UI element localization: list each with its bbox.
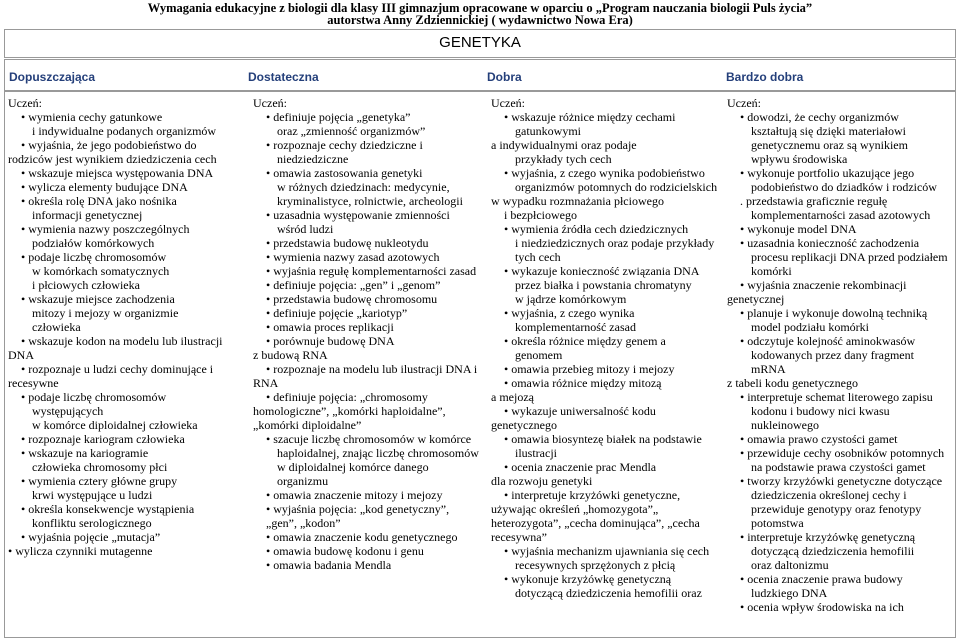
requirement-line: niedziedziczne [277, 152, 349, 166]
requirement-line: • omawia zastosowania genetyki [253, 166, 479, 180]
requirement-line: • wskazuje na kariogramie [8, 446, 223, 460]
column-dopuszczajaca [8, 96, 223, 558]
requirement-line: organizmów potomnych do rodzicielskich [515, 180, 718, 194]
requirement-line: • definiuje pojęcie „kariotyp” [253, 306, 479, 320]
requirement-line: krwi występujące u ludzi [32, 488, 153, 502]
requirement-line: i bezpłciowego [504, 208, 577, 222]
requirement-line: • wyjaśnia regułę komplementarności zasad [253, 264, 479, 278]
requirement-line: DNA [8, 348, 34, 362]
requirement-line: • wyjaśnia znaczenie rekombinacji [727, 278, 948, 292]
requirement-line: • wymienia cztery główne grupy [8, 474, 223, 488]
requirement-line: • omawia znaczenie mitozy i mejozy [253, 488, 479, 502]
requirement-line: w komórce diploidalnej człowieka [32, 418, 198, 432]
requirement-line: homologiczne”, „komórki haploidalne”, [253, 404, 446, 418]
requirement-line: genetycznemu oraz są wynikiem [751, 138, 908, 152]
requirement-line: Uczeń: [253, 96, 287, 110]
requirement-line: procesu replikacji DNA przed podziałem [751, 250, 948, 264]
requirement-line: genomem [515, 348, 563, 362]
requirement-line: komplementarności zasad azotowych [751, 208, 931, 222]
requirement-line: • wykazuje uniwersalność kodu [491, 404, 717, 418]
requirement-line: ludzkiego DNA [751, 586, 828, 600]
requirement-line: dotyczącą dziedziczenia hemofilii [751, 544, 915, 558]
requirement-line: • interpretuje krzyżówkę genetyczną [727, 530, 948, 544]
requirement-line: • wskazuje miejsca występowania DNA [8, 166, 223, 180]
requirement-line: występujących [32, 404, 104, 418]
requirement-line: • wykonuje portfolio ukazujące jego [727, 166, 948, 180]
requirement-line: wpływu środowiska [751, 152, 848, 166]
requirement-line: dotyczącą dziedziczenia hemofilii oraz [515, 586, 702, 600]
requirement-line: kodowanych przez dany fragment [751, 348, 914, 362]
document-header-line-1: Wymagania edukacyjne z biologii dla klasy III gimnazjum opracowane w oparciu o „Program nauczania biologii Puls życia” [147, 1, 813, 15]
requirement-line: heterozygota”, „cecha dominująca”, „cecha [491, 516, 700, 530]
requirement-line: • podaje liczbę chromosomów [8, 390, 223, 404]
requirement-line: mitozy i mejozy w organizmie [32, 306, 179, 320]
requirement-line: informacji genetycznej [32, 208, 143, 222]
requirement-line: kryminalistyce, rolnictwie, archeologii [277, 194, 463, 208]
requirement-line: • wymienia nazwy poszczególnych [8, 222, 223, 236]
column-dostateczna [253, 96, 479, 572]
requirement-line: w wypadku rozmnażania płciowego [491, 194, 664, 208]
requirement-line: • rozpoznaje kariogram człowieka [8, 432, 223, 446]
requirement-line: • wyjaśnia, że jego podobieństwo do [8, 138, 223, 152]
requirement-line: w różnych dziedzinach: medycynie, [277, 180, 450, 194]
requirement-line: w diploidalnej komórce danego [277, 460, 429, 474]
requirement-line: • wylicza czynniki mutagenne [8, 544, 223, 558]
requirement-line: • omawia proces replikacji [253, 320, 479, 334]
requirement-line: na podstawie prawa czystości gamet [751, 460, 926, 474]
requirement-line: i płciowych człowieka [32, 278, 140, 292]
requirement-line: • rozpoznaje cechy dziedziczne i [253, 138, 479, 152]
requirement-line: • rozpoznaje u ludzi cechy dominujące i [8, 362, 223, 376]
requirement-line: • ocenia znaczenie prawa budowy [727, 572, 948, 586]
requirement-line: • wymienia źródła cech dziedzicznych [491, 222, 717, 236]
requirement-line: • określa rolę DNA jako nośnika [8, 194, 223, 208]
requirement-line: gatunkowymi [515, 124, 581, 138]
requirement-line: • wymienia cechy gatunkowe [8, 110, 223, 124]
page-title: GENETYKA [439, 34, 521, 51]
requirement-line: „gen”, „kodon” [266, 516, 341, 530]
requirement-line: • wskazuje miejsce zachodzenia [8, 292, 223, 306]
requirement-line: konfliktu serologicznego [32, 516, 152, 530]
requirement-line: • porównuje budowę DNA [253, 334, 479, 348]
requirement-line: • wykonuje krzyżówkę genetyczną [491, 572, 717, 586]
requirement-line: Uczeń: [491, 96, 525, 110]
requirement-line: • omawia różnice między mitozą [491, 376, 717, 390]
requirement-line: • omawia znaczenie kodu genetycznego [253, 530, 479, 544]
requirement-line: podziałów komórkowych [32, 236, 155, 250]
requirement-line: używając określeń „homozygota”„ [491, 502, 659, 516]
levels-row [4, 59, 956, 91]
requirement-line: wśród ludzi [277, 222, 334, 236]
requirement-line: • wskazuje kodon na modelu lub ilustracji [8, 334, 223, 348]
requirement-line: • ocenia znaczenie prac Mendla [491, 460, 717, 474]
requirement-line: . przedstawia graficznie regułę [740, 194, 888, 208]
requirement-line: komórki [751, 264, 792, 278]
requirement-line: • ocenia wpływ środowiska na ich [727, 600, 948, 614]
requirement-line: • wyjaśnia, z czego wynika podobieństwo [491, 166, 717, 180]
requirement-line: tych cech [515, 250, 561, 264]
requirement-line: rodziców jest wynikiem dziedziczenia cech [8, 152, 217, 166]
requirement-line: • omawia prawo czystości gamet [727, 432, 948, 446]
requirement-line: z tabeli kodu genetycznego [727, 376, 858, 390]
requirement-line: • szacuje liczbę chromosomów w komórce [253, 432, 479, 446]
requirement-line: dla rozwoju genetyki [491, 474, 593, 488]
requirement-line: przykłady tych cech [515, 152, 612, 166]
requirement-line: • przedstawia budowę nukleotydu [253, 236, 479, 250]
requirement-line: • uzasadnia konieczność zachodzenia [727, 236, 948, 250]
requirement-line: recesywnych sprzężonych z płcią [515, 558, 676, 572]
document-header-line-2: autorstwa Anny Zdziennickiej ( wydawnictwo Nowa Era) [327, 13, 633, 27]
requirement-line: przez białka i powstania chromatyny [515, 278, 692, 292]
requirement-line: • definiuje pojęcia: „gen” i „genom” [253, 278, 479, 292]
requirement-line: • definiuje pojęcia: „chromosomy [253, 390, 479, 404]
requirement-line: • definiuje pojęcia „genetyka” [253, 110, 479, 124]
requirement-line: a indywidualnymi oraz podaje [491, 138, 637, 152]
requirement-line: człowieka [32, 320, 81, 334]
requirement-line: • podaje liczbę chromosomów [8, 250, 223, 264]
level-heading-dostateczna: Dostateczna [248, 70, 319, 84]
column-bardzo-dobra [727, 96, 948, 614]
requirement-line: RNA [253, 376, 279, 390]
requirement-line: • rozpoznaje na modelu lub ilustracji DNA i [253, 362, 479, 376]
requirement-line: recesywne [8, 376, 59, 390]
requirement-line: Uczeń: [8, 96, 42, 110]
requirement-line: i indywidualne podanych organizmów [32, 124, 217, 138]
requirement-line: • uzasadnia występowanie zmienności [253, 208, 479, 222]
requirement-line: podobieństwo do dziadków i rodziców [751, 180, 937, 194]
requirement-line: w komórkach somatycznych [32, 264, 170, 278]
requirement-line: • planuje i wykonuje dowolną techniką [727, 306, 948, 320]
requirement-line: genetycznego [491, 418, 557, 432]
requirement-line: mRNA [751, 362, 786, 376]
requirement-line: • omawia biosyntezę białek na podstawie [491, 432, 717, 446]
requirement-line: • dowodzi, że cechy organizmów [727, 110, 948, 124]
requirement-line: z budową RNA [253, 348, 328, 362]
requirement-line: • przedstawia budowę chromosomu [253, 292, 479, 306]
requirement-line: człowieka chromosomy płci [32, 460, 168, 474]
level-heading-bardzo-dobra: Bardzo dobra [726, 70, 804, 84]
requirement-line: • omawia budowę kodonu i genu [253, 544, 479, 558]
level-heading-dobra: Dobra [487, 70, 522, 84]
requirement-line: • wykazuje konieczność związania DNA [491, 264, 717, 278]
requirement-line: • określa różnice między genem a [491, 334, 717, 348]
requirement-line: oraz daltonizmu [751, 558, 829, 572]
requirement-line: • tworzy krzyżówki genetyczne dotyczące [727, 474, 948, 488]
requirement-line: ilustracji [515, 446, 557, 460]
requirement-line: • omawia badania Mendla [253, 558, 479, 572]
requirement-line: • przewiduje cechy osobników potomnych [727, 446, 948, 460]
requirement-line: a mejozą [491, 390, 534, 404]
requirement-line: • interpretuje krzyżówki genetyczne, [491, 488, 717, 502]
requirement-line: model podziału komórki [751, 320, 869, 334]
requirement-line: genetycznej [727, 292, 785, 306]
requirement-line: w jądrze komórkowym [515, 292, 627, 306]
requirement-line: • interpretuje schemat literowego zapisu [727, 390, 948, 404]
requirement-line: • wylicza elementy budujące DNA [8, 180, 223, 194]
requirement-line: • wskazuje różnice między cechami [491, 110, 717, 124]
requirement-line: przewiduje genotypy oraz fenotypy [751, 502, 922, 516]
level-heading-dopuszczajaca: Dopuszczająca [9, 70, 96, 84]
requirement-line: • wykonuje model DNA [727, 222, 948, 236]
requirement-line: „komórki diploidalne” [253, 418, 362, 432]
requirement-line: • wymienia nazwy zasad azotowych [253, 250, 479, 264]
requirement-line: organizmu [277, 474, 329, 488]
requirement-line: kształtują się dzięki materiałowi [751, 124, 906, 138]
requirement-line: • określa konsekwencje wystąpienia [8, 502, 223, 516]
requirement-line: dziedziczenia określonej cechy i [751, 488, 907, 502]
requirement-line: haploidalnej, znając liczbę chromosomów [277, 446, 479, 460]
requirement-line: • wyjaśnia mechanizm ujawniania się cech [491, 544, 717, 558]
column-dobra [491, 96, 717, 600]
requirement-line: recesywna” [491, 530, 547, 544]
requirement-line: komplementarność zasad [515, 320, 636, 334]
requirement-line: • omawia przebieg mitozy i mejozy [491, 362, 717, 376]
requirement-line: kodonu i budowy nici kwasu [751, 404, 890, 418]
requirement-line: oraz „zmienność organizmów” [277, 124, 426, 138]
requirement-line: nukleinowego [751, 418, 819, 432]
requirement-line: • wyjaśnia pojęcie „mutacja” [8, 530, 223, 544]
requirement-line: • odczytuje kolejność aminokwasów [727, 334, 948, 348]
requirement-line: i niedziedzicznych oraz podaje przykłady [515, 236, 715, 250]
requirement-line: potomstwa [751, 516, 804, 530]
requirement-line: • wyjaśnia pojęcia: „kod genetyczny”, [253, 502, 479, 516]
requirement-line: • wyjaśnia, z czego wynika [491, 306, 717, 320]
requirement-line: Uczeń: [727, 96, 761, 110]
